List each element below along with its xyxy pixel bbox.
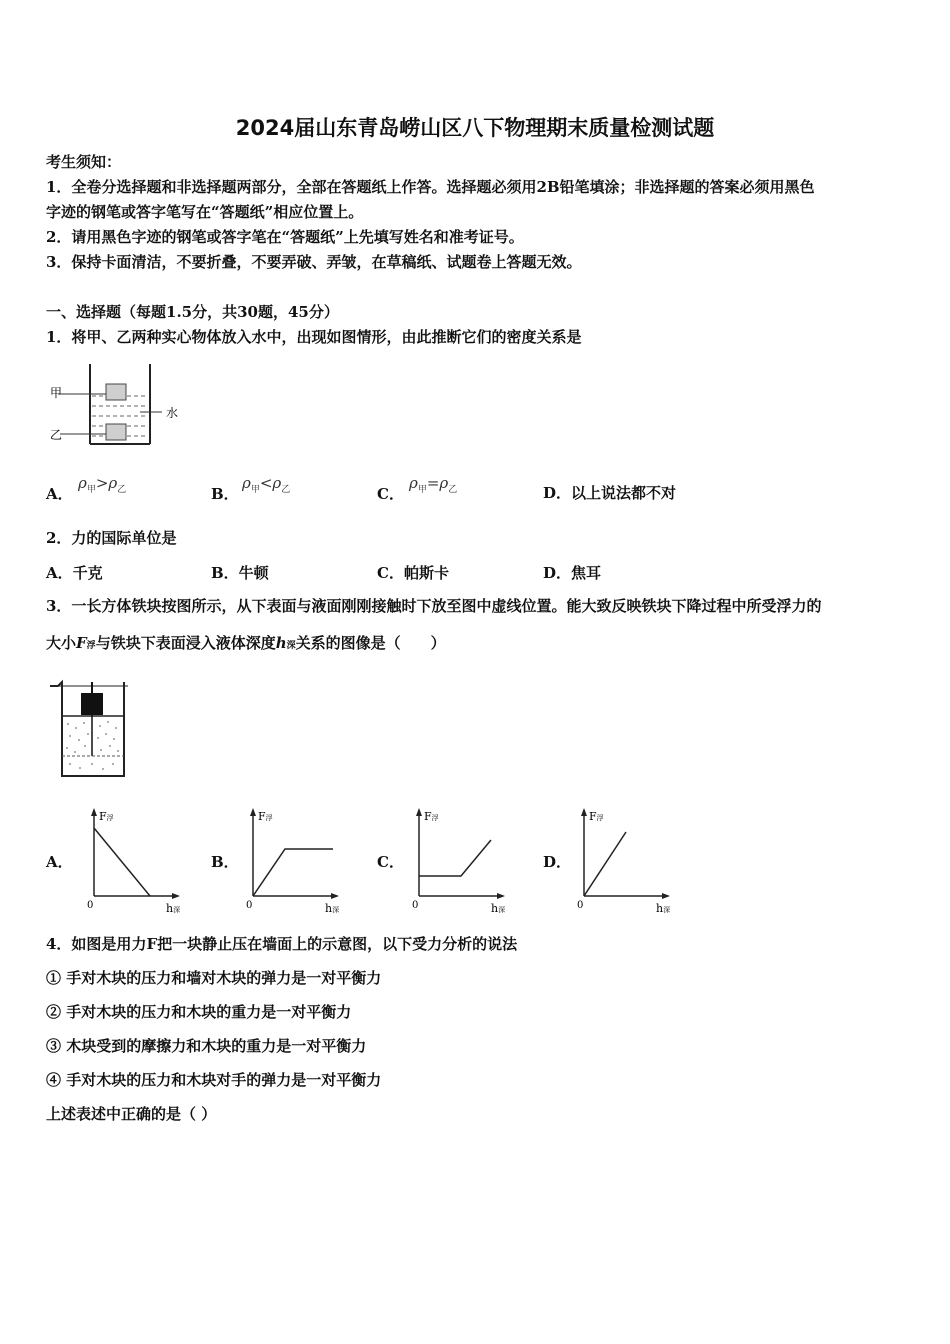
- q1-option-c[interactable]: C．: [377, 485, 404, 503]
- svg-text:0: 0: [246, 900, 253, 911]
- q2-stem: 2．力的国际单位是: [46, 529, 177, 547]
- q4-statement-4: ④ 手对木块的压力和木块对手的弹力是一对平衡力: [46, 1071, 382, 1089]
- section-heading: 一、选择题（每题1.5分，共30题，45分）: [46, 303, 339, 321]
- q1-option-d[interactable]: D．以上说法都不对: [543, 484, 677, 502]
- svg-text:h深: h深: [656, 902, 671, 915]
- q2-option-b[interactable]: B．牛顿: [211, 564, 269, 582]
- q3-stem-line-1: 3．一长方体铁块按图所示，从下表面与液面刚刚接触时下放至图中虚线位置。能大致反映铁块下降过程中所受浮力的: [46, 597, 822, 615]
- q3-graph-c[interactable]: [411, 806, 511, 918]
- q4-stem: 4．如图是用力F把一块静止压在墙面上的示意图，以下受力分析的说法: [46, 935, 518, 953]
- q1-option-a-formula: $\rho_甲>\rho_乙$: [78, 474, 127, 495]
- svg-text:0: 0: [577, 900, 584, 911]
- svg-text:0: 0: [412, 900, 419, 911]
- q3-option-d[interactable]: D．: [543, 853, 572, 871]
- q4-statement-1: ① 手对木块的压力和墙对木块的弹力是一对平衡力: [46, 969, 382, 987]
- svg-text:h深: h深: [325, 902, 340, 915]
- svg-text:h深: h深: [491, 902, 506, 915]
- q3-graph-d[interactable]: [576, 806, 676, 918]
- svg-text:F浮: F浮: [258, 810, 273, 823]
- q3-beaker-figure: [48, 676, 130, 780]
- svg-text:F浮: F浮: [99, 810, 114, 823]
- label-water: 水: [166, 406, 179, 420]
- q1-option-a[interactable]: A．: [46, 485, 73, 503]
- q4-statement-2: ② 手对木块的压力和木块的重力是一对平衡力: [46, 1003, 352, 1021]
- svg-text:0: 0: [87, 900, 94, 911]
- notice-item-1-line-2: 字迹的钢笔或答字笔写在“答题纸”相应位置上。: [46, 203, 364, 221]
- q1-option-b[interactable]: B．: [211, 485, 239, 503]
- q1-option-b-formula: $\rho_甲<\rho_乙$: [242, 474, 291, 495]
- svg-text:F浮: F浮: [424, 810, 439, 823]
- q2-option-a[interactable]: A．千克: [46, 564, 103, 582]
- svg-text:h深: h深: [166, 902, 181, 915]
- q3-option-c[interactable]: C．: [377, 853, 404, 871]
- notice-item-1-line-1: 1．全卷分选择题和非选择题两部分，全部在答题纸上作答。选择题必须用2B铅笔填涂；非选择题的答案必须用黑色: [46, 178, 815, 196]
- notice-item-3: 3．保持卡面清洁，不要折叠，不要弄破、弄皱，在草稿纸、试题卷上答题无效。: [46, 253, 582, 271]
- q3-graph-b[interactable]: [245, 806, 345, 918]
- page-title: 2024届山东青岛崂山区八下物理期末质量检测试题: [235, 116, 715, 140]
- q4-question: 上述表述中正确的是（ ）: [46, 1105, 217, 1123]
- q4-statement-3: ③ 木块受到的摩擦力和木块的重力是一对平衡力: [46, 1037, 367, 1055]
- label-yi: 乙: [50, 428, 63, 442]
- notice-heading: 考生须知：: [46, 153, 122, 171]
- q2-option-c[interactable]: C．帕斯卡: [377, 564, 449, 582]
- q1-stem: 1．将甲、乙两种实心物体放入水中，出现如图情形，由此推断它们的密度关系是: [46, 328, 582, 346]
- q3-option-b[interactable]: B．: [211, 853, 239, 871]
- q1-beaker-figure: [46, 360, 186, 450]
- notice-item-2: 2．请用黑色字迹的钢笔或答字笔在“答题纸”上先填写姓名和准考证号。: [46, 228, 524, 246]
- q1-option-c-formula: $\rho_甲=\rho_乙$: [409, 474, 458, 495]
- q3-option-a[interactable]: A．: [46, 853, 73, 871]
- q2-option-d[interactable]: D．焦耳: [543, 564, 602, 582]
- q3-graph-a[interactable]: [86, 806, 186, 918]
- q3-stem-line-2: 大小F浮与铁块下表面浸入液体深度h深关系的图像是（ ）: [46, 634, 446, 652]
- label-jia: 甲: [50, 386, 63, 400]
- svg-text:F浮: F浮: [589, 810, 604, 823]
